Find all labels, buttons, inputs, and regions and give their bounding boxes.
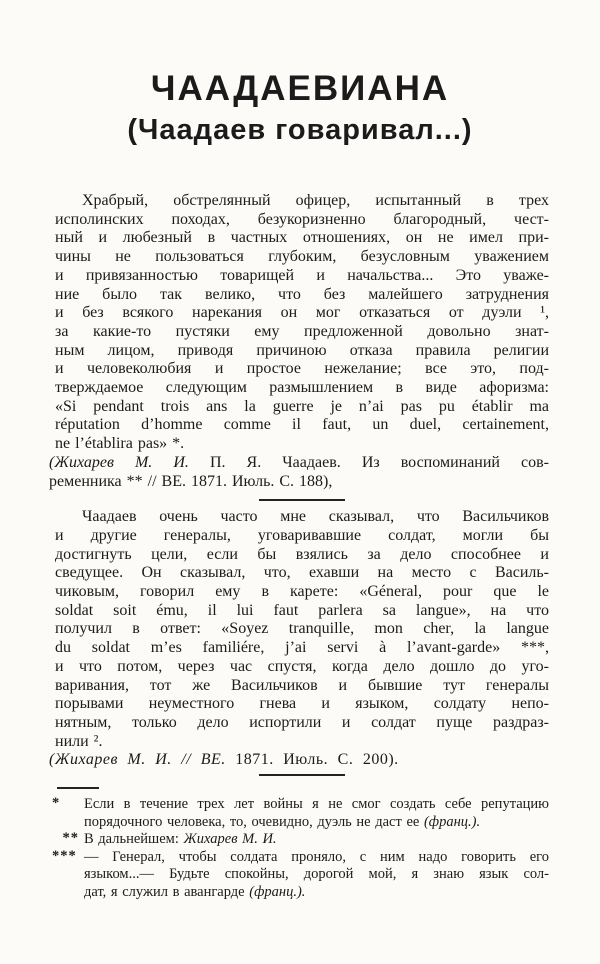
- text-line: ne l’établira pas» *.: [55, 435, 185, 453]
- text-line: порывами неуместного гнева и языком, солдату непо-: [55, 695, 549, 713]
- text-line: нили ².: [55, 732, 103, 750]
- footnote-line: [52, 847, 549, 867]
- footnotes-block: [52, 795, 549, 901]
- footnote-line: [52, 795, 549, 814]
- citation-2: [49, 751, 549, 770]
- text-line: Чаадаев очень часто мне сказывал, что Васильчиков: [82, 508, 549, 526]
- text-line: и что потом, через час спустя, когда дело дошло до уго-: [55, 657, 549, 675]
- footnote-3: [52, 847, 549, 902]
- footnote-line: [84, 884, 549, 902]
- text-line: варивания, тот же Васильчиков и бывшие тут генералы: [55, 676, 549, 694]
- text-line: и другие генералы, уговаривавшие солдат, могли бы: [55, 526, 549, 544]
- paragraph-2: [55, 508, 549, 751]
- paragraph-1: [55, 192, 549, 454]
- footnote-text: порядочного человека, то, очевидно, дуэль не даст ее: [84, 813, 424, 830]
- text-line: сведущее. Он сказывал, что, ехавши на место с Василь-: [55, 564, 549, 582]
- text-line: du soldat m’es familiére, j’ai servi à l’avant-garde» ***,: [55, 639, 549, 657]
- citation-1: [49, 454, 549, 491]
- citation-line: [49, 454, 549, 473]
- text-line: и привязанностью товарищей и начальства... Это уваже-: [55, 266, 549, 284]
- page-title: ЧААДАЕВИАНА: [150, 69, 450, 108]
- text-line: и без всякого нарекания он мог отказаться от дуэли ¹,: [55, 304, 549, 322]
- text-line: нятным, только дело испортили и солдат пуще раздраз-: [55, 713, 549, 731]
- text-line: ным лицом, приводя причиною отказа правила религии: [55, 341, 549, 359]
- footnote-lang-note: (франц.).: [423, 813, 481, 830]
- section-divider-1: [259, 499, 345, 501]
- footnote-text: Если в течение трех лет войны я не смог создать себе репутацию: [84, 796, 549, 813]
- text-line: ние было так велико, что без малейшего затруднения: [55, 285, 549, 303]
- text-line: получил в ответ: «Soyez tranquille, mon cher, la langue: [55, 620, 549, 638]
- footnote-author: Жихарев М. И.: [183, 831, 277, 848]
- text-line: «Si pendant trois ans la guerre je n’ai pas pu établir ma: [55, 397, 549, 415]
- text-line: réputation d’homme comme il faut, un duel, certainement,: [55, 416, 549, 434]
- text-line: ный и любезный в частных отношениях, он не имел при-: [55, 229, 549, 247]
- footnote-line: [84, 814, 549, 832]
- page-subtitle: (Чаадаев говаривал...): [127, 114, 473, 146]
- footnote-text: В дальнейшем:: [84, 831, 184, 848]
- citation-source: П. Я. Чаадаев. Из воспоминаний сов-: [209, 453, 550, 471]
- text-line: чины не пользоваться глубоким, безусловным уважением: [55, 248, 549, 266]
- footnote-line: языком...— Будьте спокойны, дорогой мой, я знаю язык сол-: [84, 866, 549, 883]
- text-line: Храбрый, обстрелянный офицер, испытанный в трех: [82, 192, 549, 209]
- footnote-separator-rule: [57, 787, 99, 789]
- text-line: soldat soit ému, il lui faut parlera sa langue», на что: [55, 601, 549, 619]
- text-line: и человеколюбия и простое нежелание; все это, под-: [55, 360, 549, 378]
- citation-author: (Жихарев М. И. // ВЕ.: [49, 751, 226, 769]
- citation-author: (Жихарев М. И.: [49, 453, 189, 471]
- text-line: чиковым, говорил ему в карете: «Géneral, pour que le: [55, 583, 549, 601]
- text-line: за какие-то пустяки ему предложенной довольно знат-: [55, 322, 549, 340]
- footnote-2: [55, 831, 549, 849]
- text-line: достигнуть цели, если бы взялись за дело способнее и: [55, 545, 549, 563]
- citation-line: ременника ** // ВЕ. 1871. Июль. С. 188),: [49, 472, 333, 490]
- footnote-marker: ***: [52, 847, 77, 864]
- page-body: [49, 192, 550, 901]
- text-line: исполинских походах, безукоризненно благородный, чест-: [55, 210, 549, 228]
- section-divider-2: [259, 774, 345, 776]
- footnote-text: дат, я служил в авангарде: [84, 883, 250, 900]
- footnote-marker: **: [62, 830, 79, 847]
- footnote-1: [52, 795, 549, 831]
- citation-source: 1871. Июль. С. 200).: [225, 751, 399, 769]
- footnote-lang-note: (франц.).: [249, 883, 306, 900]
- footnote-marker: *: [52, 795, 61, 812]
- footnote-line: [62, 830, 549, 849]
- footnote-text: — Генерал, чтобы солдата проняло, с ним надо говорить его: [84, 848, 549, 865]
- text-line: тверждаемое следующим размышлением в виде афоризма:: [55, 379, 549, 397]
